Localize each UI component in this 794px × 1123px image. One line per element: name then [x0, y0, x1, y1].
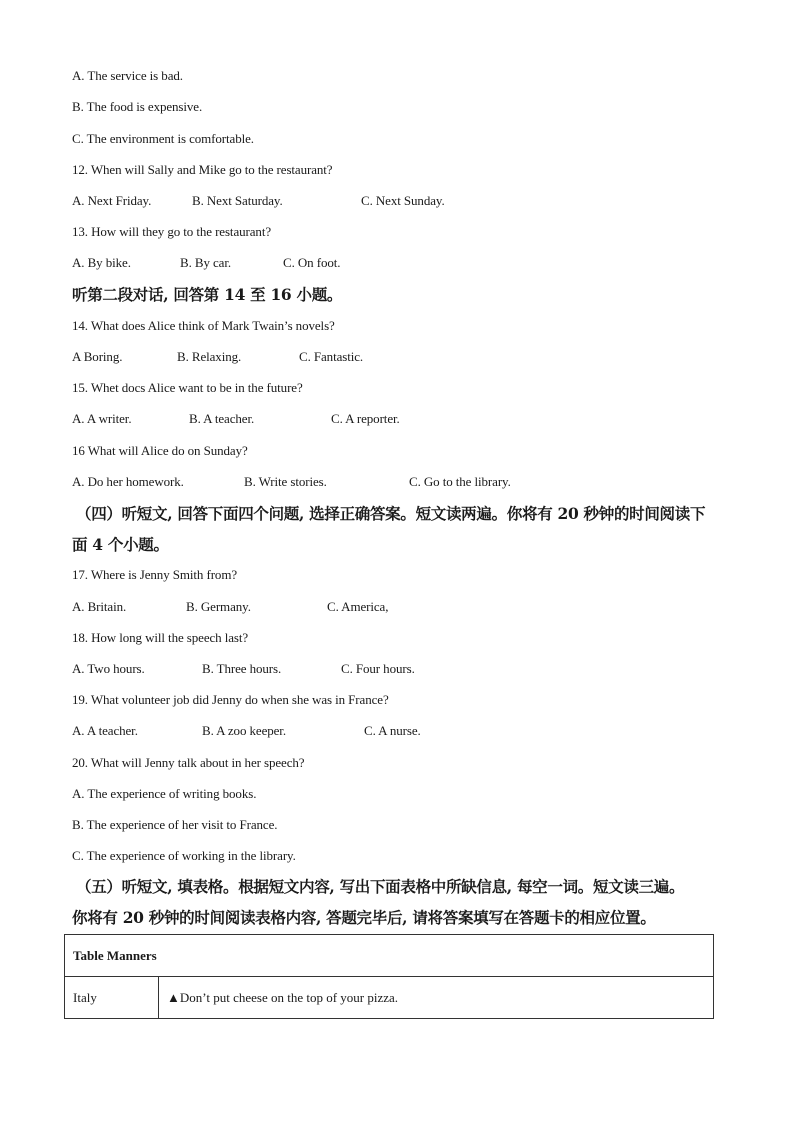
q20-question: 20. What will Jenny talk about in her speech? — [72, 755, 305, 770]
q16-option-b: B. Write stories. — [244, 474, 327, 489]
q15-option-c: C. A reporter. — [331, 411, 400, 426]
q19-option-b: B. A zoo keeper. — [202, 723, 286, 738]
q13-option-c: C. On foot. — [283, 255, 341, 270]
q11-option-a: A. The service is bad. — [72, 68, 183, 83]
section-heading-dialogue2: 听第二段对话, 回答第 14 至 16 小题。 — [72, 285, 343, 304]
q12-option-b: B. Next Saturday. — [192, 193, 283, 208]
q16-option-c: C. Go to the library. — [409, 474, 511, 489]
q15-question: 15. Whet docs Alice want to be in the future? — [72, 380, 303, 395]
table-rule-cell: ▲Don’t put cheese on the top of your pizza. — [159, 977, 714, 1019]
q14-option-c: C. Fantastic. — [299, 349, 364, 364]
q11-option-b: B. The food is expensive. — [72, 99, 203, 114]
q19-option-a: A. A teacher. — [72, 723, 138, 738]
q17-question: 17. Where is Jenny Smith from? — [72, 567, 238, 582]
table-country-cell: Italy — [65, 977, 159, 1019]
q20-option-a: A. The experience of writing books. — [72, 786, 257, 801]
q13-question: 13. How will they go to the restaurant? — [72, 224, 271, 239]
q15-option-b: B. A teacher. — [189, 411, 255, 426]
section5-instruction-line2: 你将有 20 秒钟的时间阅读表格内容, 答题完毕后, 请将答案填写在答题卡的相应位置。 — [72, 908, 656, 927]
q13-option-a: A. By bike. — [72, 255, 131, 270]
q17-option-a: A. Britain. — [72, 599, 127, 614]
q12-option-c: C. Next Sunday. — [361, 193, 445, 208]
q13-option-b: B. By car. — [180, 255, 231, 270]
q12-question: 12. When will Sally and Mike go to the restaurant? — [72, 162, 333, 177]
q18-option-b: B. Three hours. — [202, 661, 282, 676]
q16-option-a: A. Do her homework. — [72, 474, 184, 489]
section5-instruction-line1: （五）听短文, 填表格。根据短文内容, 写出下面表格中所缺信息, 每空一词。短文读三遍。 — [76, 877, 685, 896]
q18-question: 18. How long will the speech last? — [72, 630, 249, 645]
section4-instruction-line2: 面 4 个小题。 — [72, 535, 169, 554]
q20-option-b: B. The experience of her visit to France. — [72, 817, 278, 832]
q14-question: 14. What does Alice think of Mark Twain’s novels? — [72, 318, 335, 333]
q20-option-c: C. The experience of working in the library. — [72, 848, 296, 863]
q17-option-b: B. Germany. — [186, 599, 251, 614]
q14-option-b: B. Relaxing. — [177, 349, 242, 364]
q11-option-c: C. The environment is comfortable. — [72, 131, 254, 146]
q18-option-c: C. Four hours. — [341, 661, 415, 676]
q19-option-c: C. A nurse. — [364, 723, 421, 738]
q14-option-a: A Boring. — [72, 349, 123, 364]
section4-instruction-line1: （四）听短文, 回答下面四个问题, 选择正确答案。短文读两遍。你将有 20 秒钟的时间阅读下 — [76, 504, 706, 523]
table-manners-table — [64, 934, 714, 1019]
q12-option-a: A. Next Friday. — [72, 193, 152, 208]
q17-option-c: C. America, — [327, 599, 389, 614]
table-header-row — [65, 935, 714, 977]
table-title: Table Manners — [65, 935, 714, 977]
q16-question: 16 What will Alice do on Sunday? — [72, 443, 248, 458]
q15-option-a: A. A writer. — [72, 411, 132, 426]
q18-option-a: A. Two hours. — [72, 661, 145, 676]
q19-question: 19. What volunteer job did Jenny do when she was in France? — [72, 692, 389, 707]
table-row — [65, 977, 714, 1019]
